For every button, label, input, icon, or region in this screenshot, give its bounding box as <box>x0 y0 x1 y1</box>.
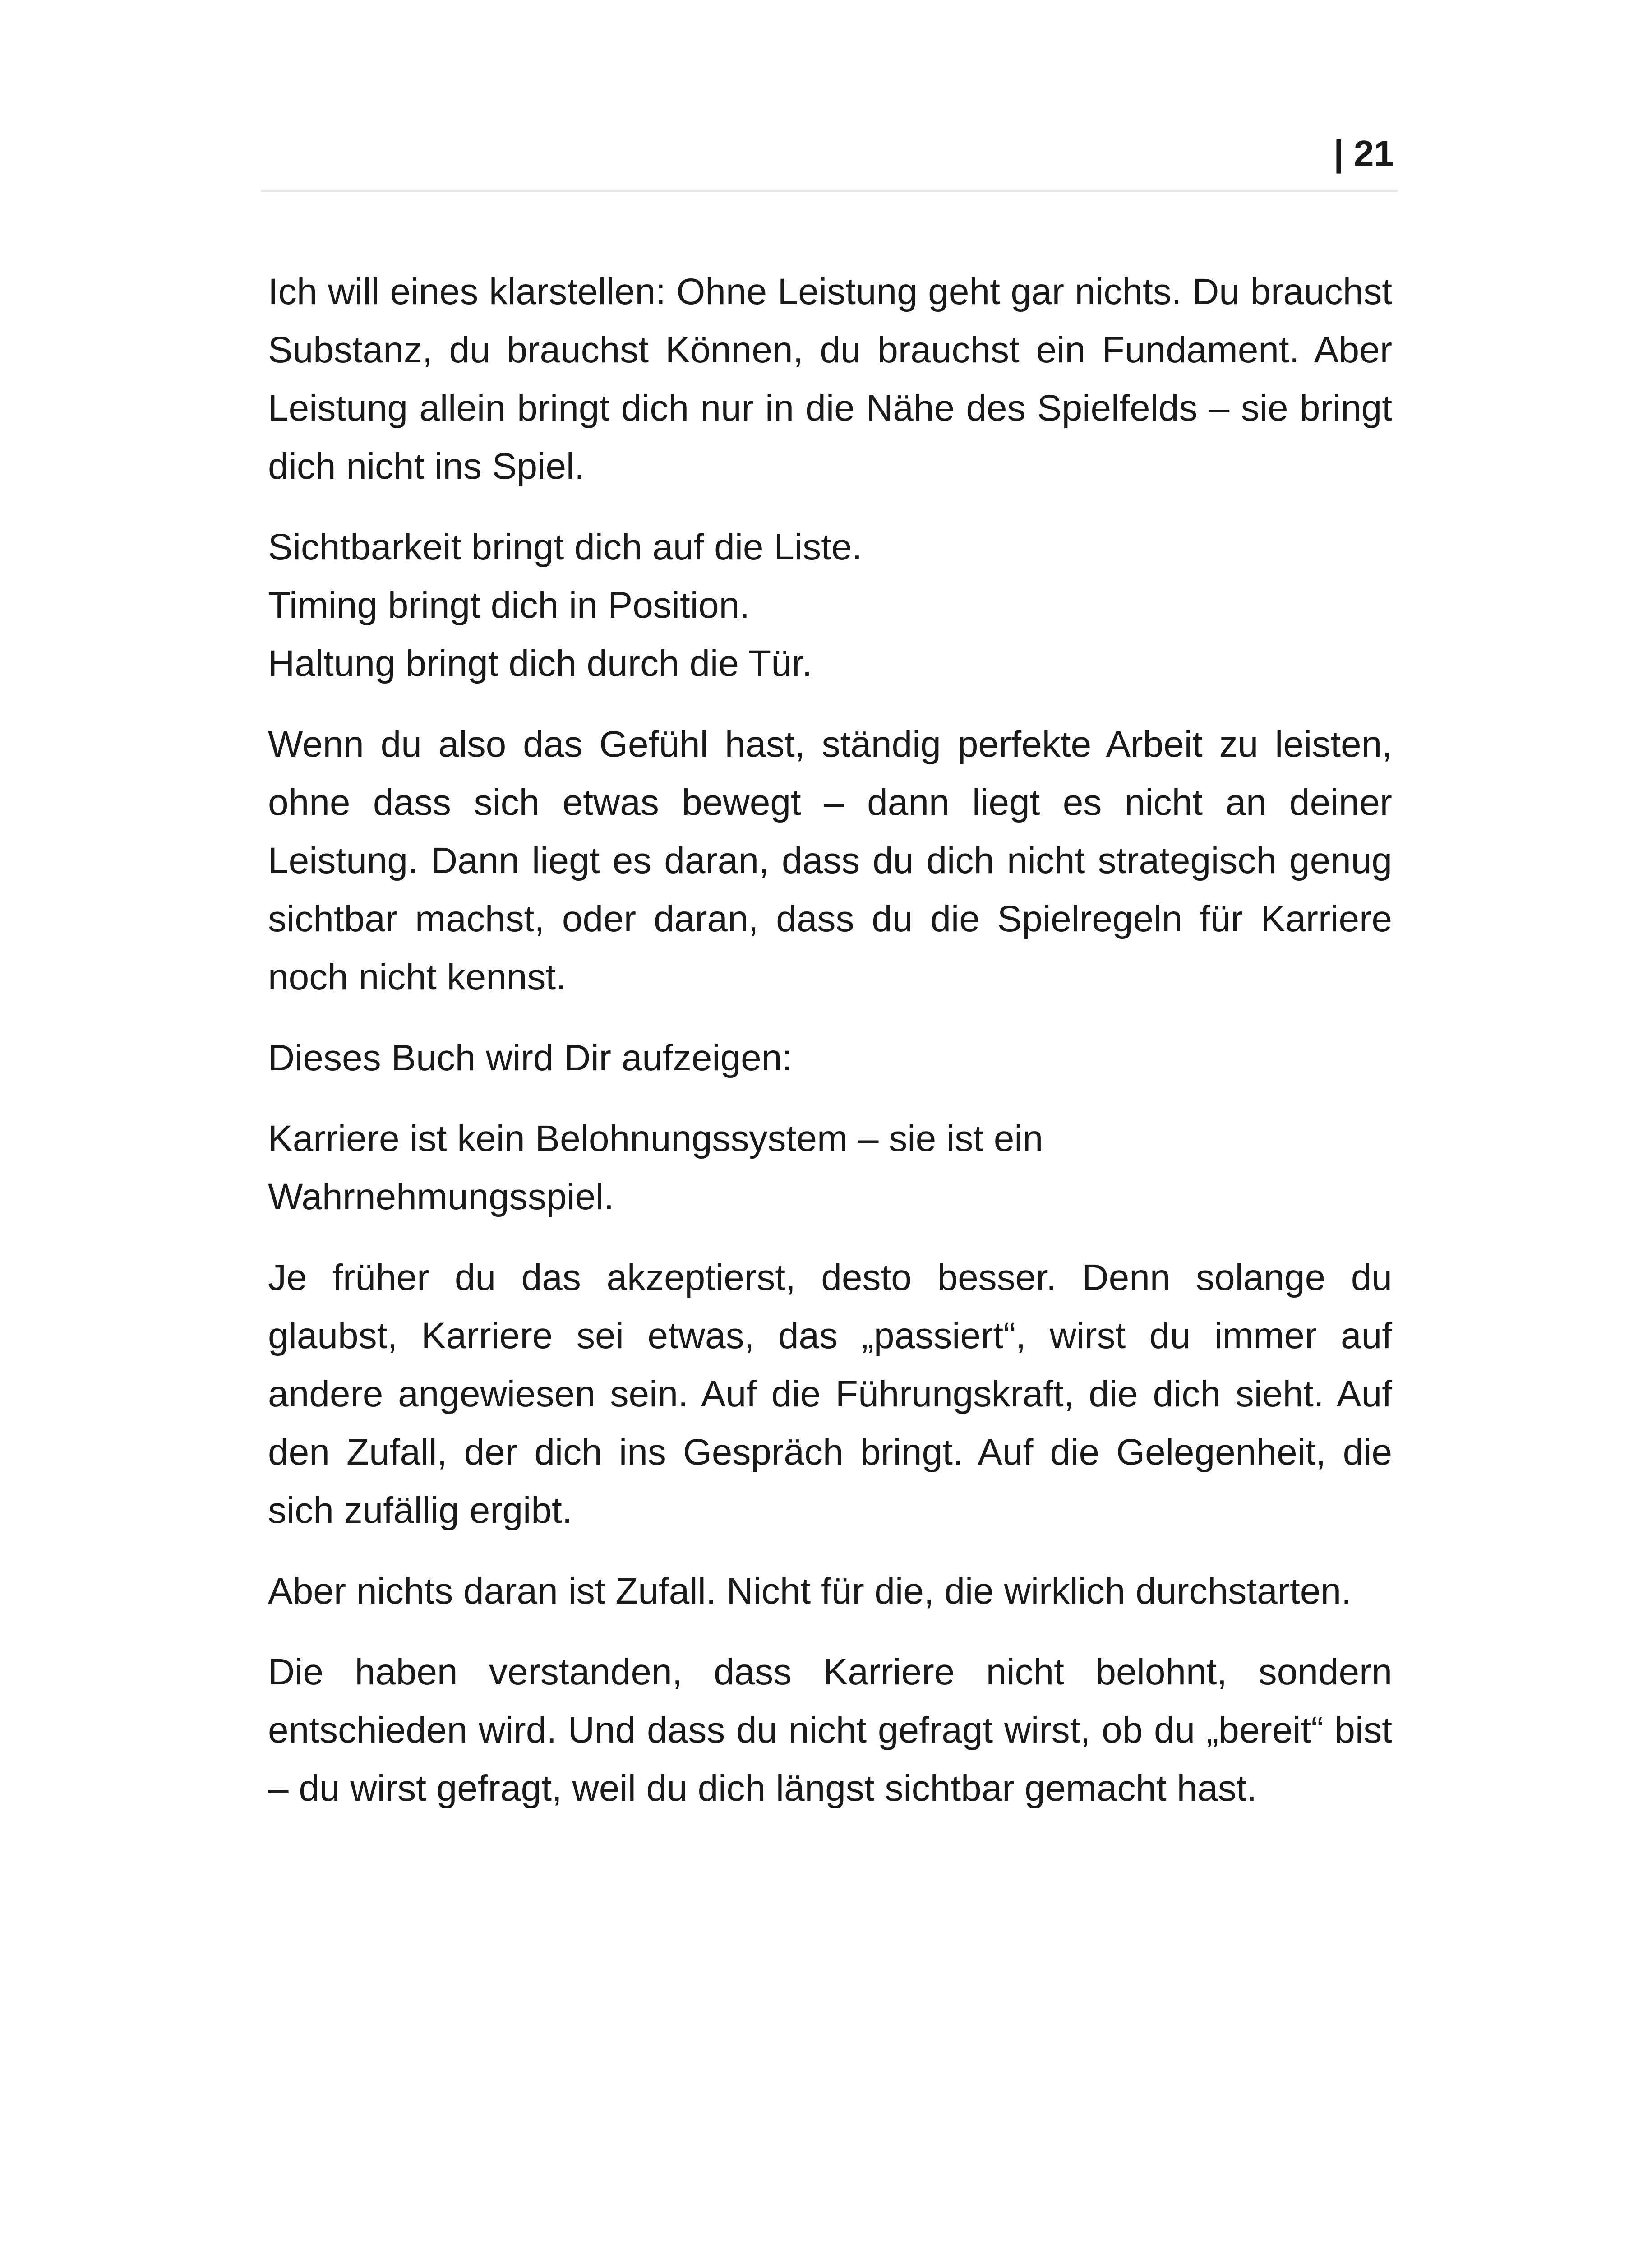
paragraph-leistung: Ich will eines klarstellen: Ohne Leistung geht gar nichts. Du brauchst Substanz, du brauchst Können, du brauchst ein Fundament. Aber Leistung allein bringt dich nur in die Nähe des Spielfelds – sie bringt dich nicht ins Spiel. <box>268 271 1392 487</box>
page-number: | 21 <box>1334 133 1394 173</box>
paragraph-sichtbarkeit-list <box>268 518 1392 693</box>
page-header <box>261 131 1398 192</box>
list-line: Sichtbarkeit bringt dich auf die Liste. <box>268 527 863 568</box>
paragraph-gefuehl: Wenn du also das Gefühl hast, ständig perfekte Arbeit zu leisten, ohne dass sich etwas bewegt – dann liegt es nicht an deiner Leistung. Dann liegt es daran, dass du dich nicht strategisch genug sichtbar machst, oder daran, dass du die Spielregeln für Karriere noch nicht kennst. <box>268 724 1392 998</box>
paragraph-buch: Dieses Buch wird Dir aufzeigen: <box>268 1037 793 1078</box>
paragraph-verstanden: Die haben verstanden, dass Karriere nicht belohnt, sondern entschieden wird. Und dass du nicht gefragt wirst, ob du „bereit“ bist – du wirst gefragt, weil du dich längst sichtbar gemacht hast. <box>268 1651 1392 1809</box>
paragraph-zufall: Aber nichts daran ist Zufall. Nicht für die, die wirklich durchstarten. <box>268 1571 1352 1612</box>
list-line: Timing bringt dich in Position. <box>268 585 750 626</box>
statement-line: Wahrnehmungsspiel. <box>268 1176 614 1217</box>
paragraph-karriere-statement <box>268 1110 1392 1226</box>
paragraph-akzeptieren: Je früher du das akzeptierst, desto besser. Denn solange du glaubst, Karriere sei etwas, das „passiert“, wirst du immer auf andere angewiesen sein. Auf die Führungskraft, die dich sieht. Auf den Zufall, der dich ins Gespräch bringt. Auf die Gelegenheit, die sich zufällig ergibt. <box>268 1257 1392 1531</box>
list-line: Haltung bringt dich durch die Tür. <box>268 643 812 684</box>
statement-line: Karriere ist kein Belohnungssystem – sie ist ein <box>268 1118 1043 1159</box>
body-text <box>268 263 1392 1817</box>
